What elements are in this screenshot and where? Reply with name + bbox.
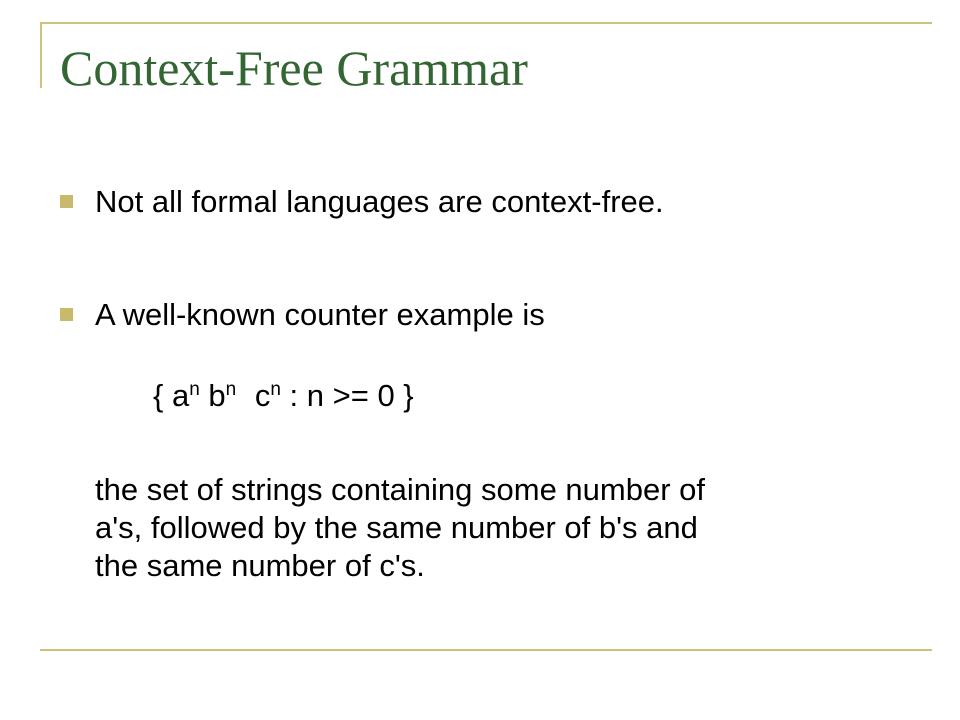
explanation-paragraph <box>95 471 895 585</box>
bullet-item-1: Not all formal languages are context-free. <box>95 184 664 219</box>
explanation-line: the set of strings containing some number of <box>95 472 705 507</box>
top-rule <box>40 22 932 24</box>
formula-b: b <box>199 378 226 413</box>
formula-c-exponent: n <box>270 379 281 400</box>
bullet-item-2: A well-known counter example is <box>95 297 545 332</box>
formula-condition: : n >= 0 } <box>280 378 414 413</box>
formula-a: { a <box>153 378 190 413</box>
bottom-rule <box>40 649 932 651</box>
bullet-square-icon <box>60 195 73 208</box>
formula-a-exponent: n <box>189 379 200 400</box>
formula-b-exponent: n <box>225 379 237 400</box>
explanation-line: the same number of c's. <box>95 548 425 583</box>
language-formula <box>153 377 414 415</box>
explanation-line: a's, followed by the same number of b's and <box>95 510 698 545</box>
left-rule <box>40 22 42 88</box>
bullet-square-icon <box>60 308 73 321</box>
formula-c: c <box>246 378 271 413</box>
slide-title: Context-Free Grammar <box>60 40 528 96</box>
